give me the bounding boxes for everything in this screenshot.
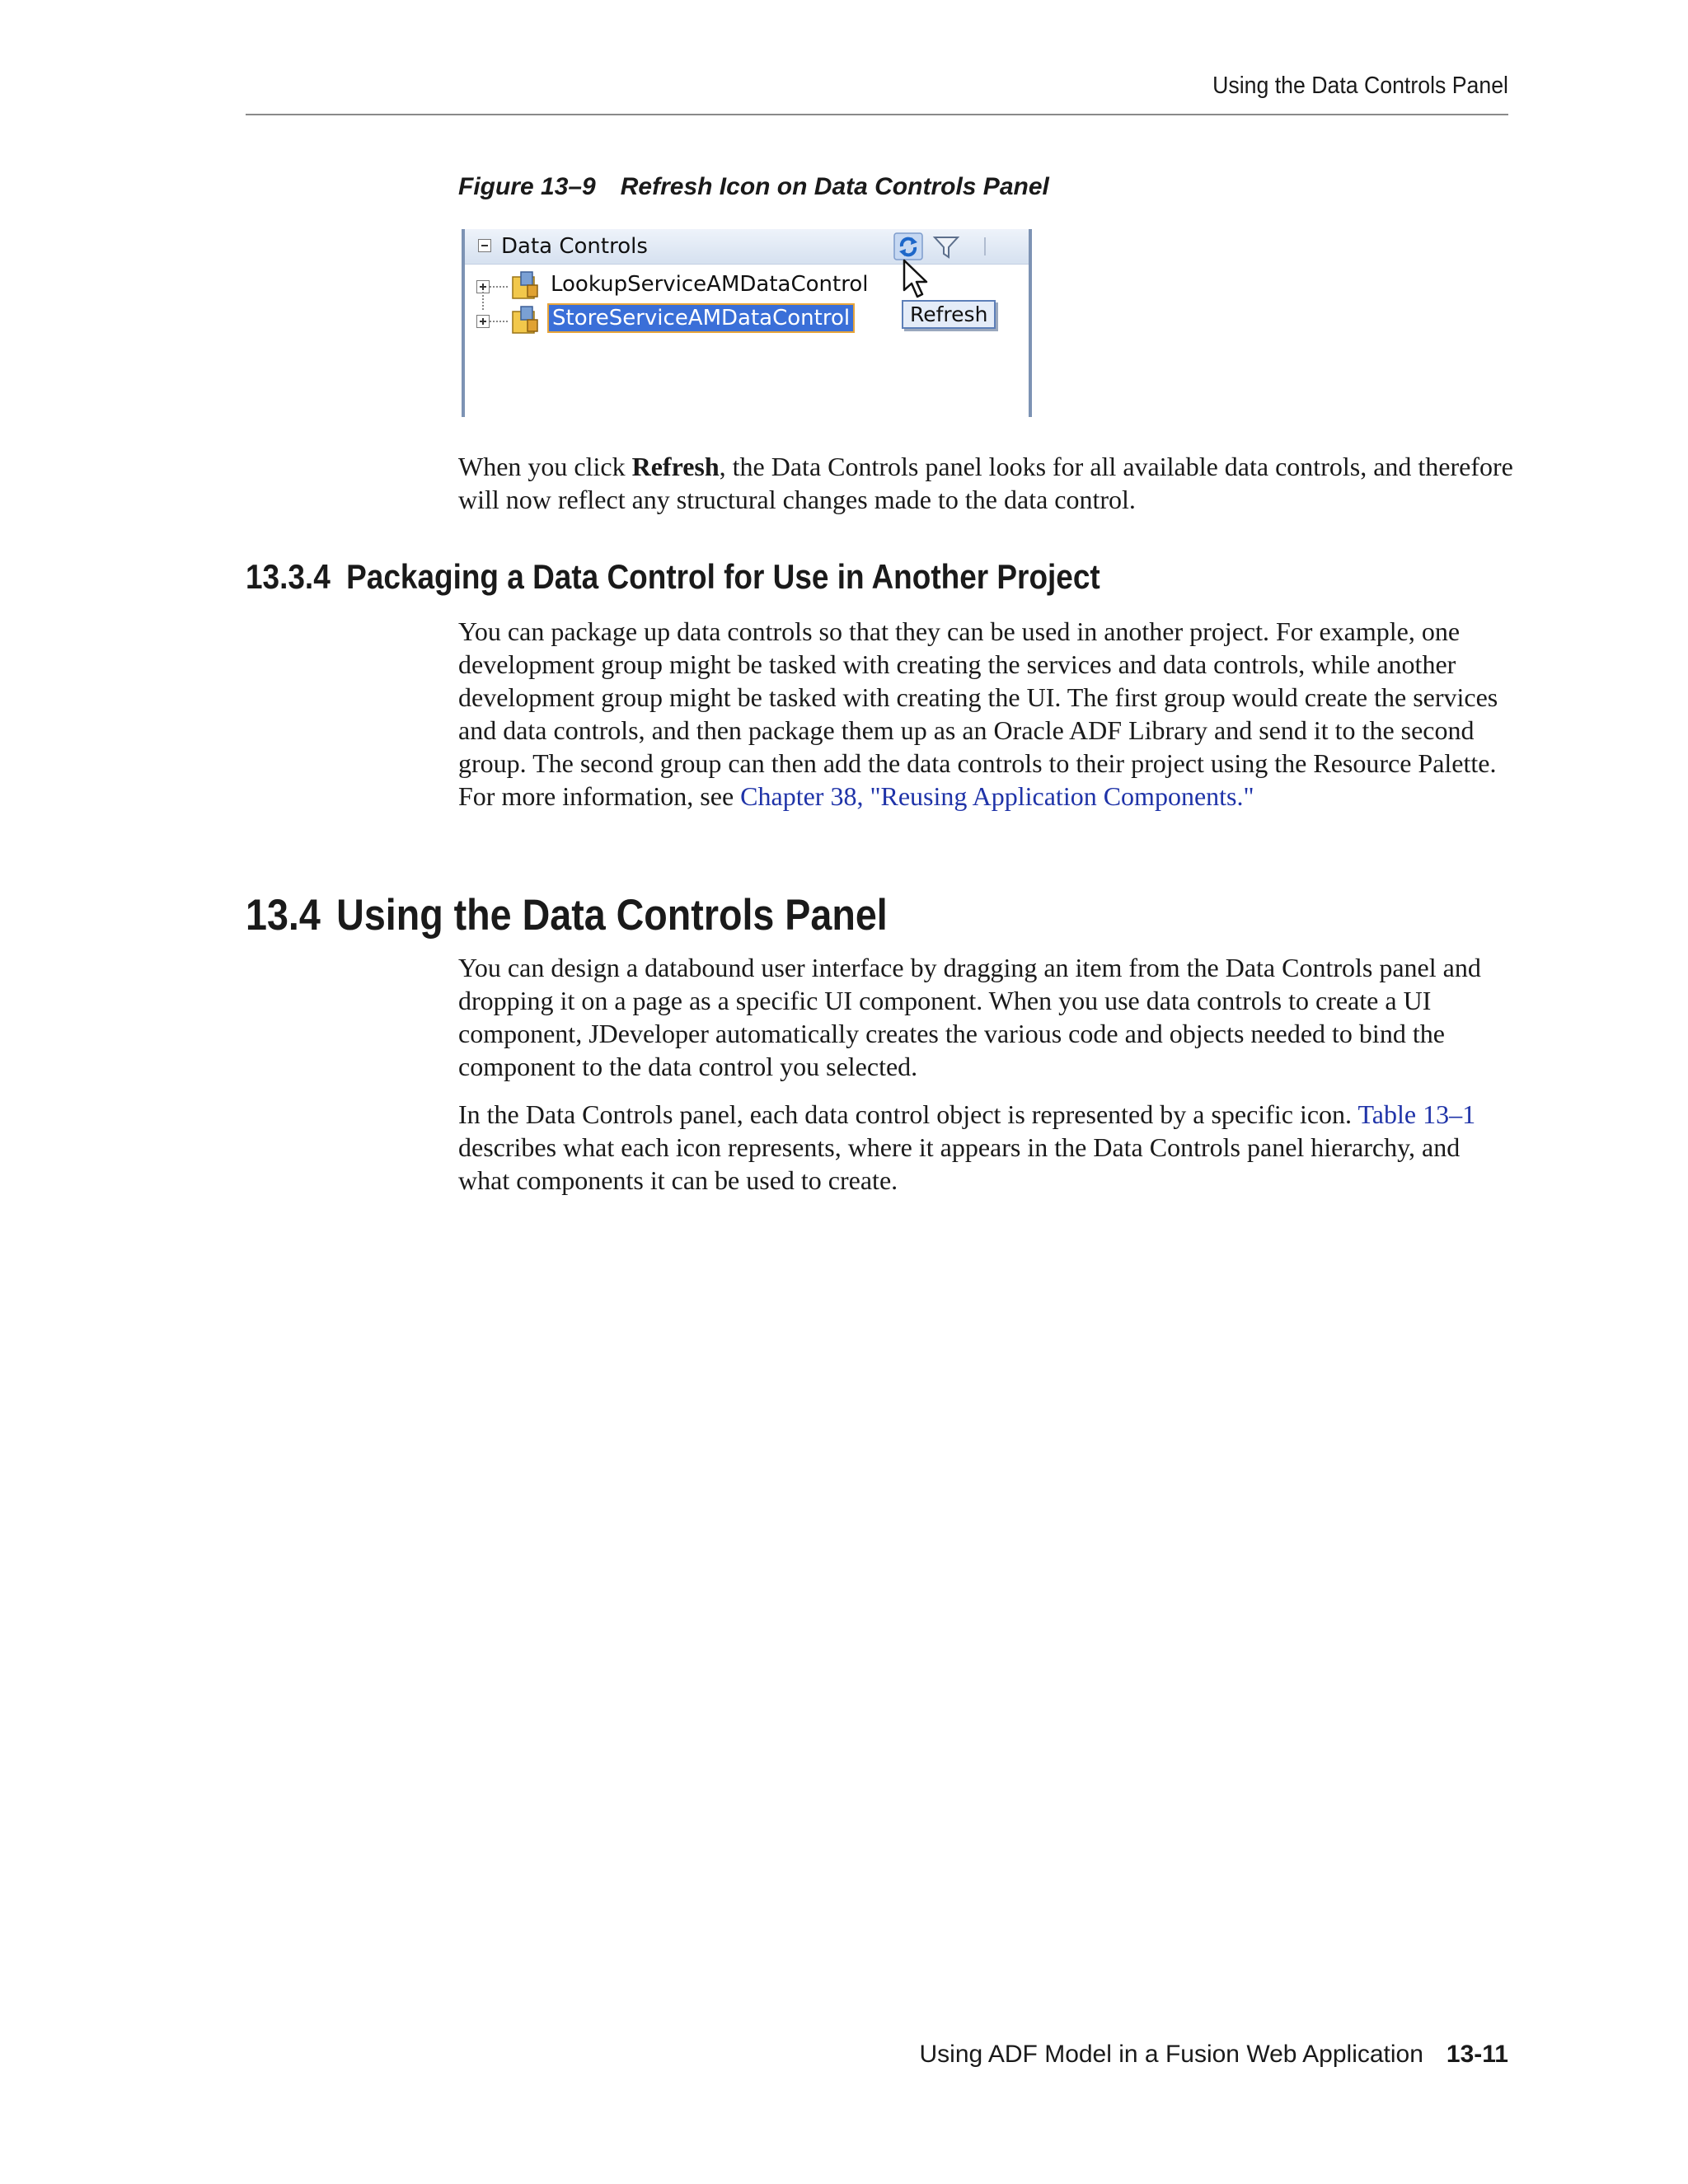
mouse-cursor-icon <box>902 259 930 300</box>
section-title: Packaging a Data Control for Use in Another Project <box>346 557 1100 596</box>
data-control-icon <box>509 270 541 300</box>
icon-text-after: describes what each icon represents, where it appears in the Data Controls panel hierarchy, and what components it can be used to create. <box>458 1132 1461 1195</box>
refresh-icon[interactable] <box>893 232 923 260</box>
figure-title: Refresh Icon on Data Controls Panel <box>620 173 1049 200</box>
section-heading-13-4 <box>246 890 888 940</box>
chapter-38-link[interactable]: Chapter 38, "Reusing Application Components." <box>740 781 1254 811</box>
p1-text-after: , the Data Controls panel looks for all available data controls, and therefore will now reflect any structural changes made to the data control. <box>458 452 1513 514</box>
p1-bold-refresh: Refresh <box>631 452 720 481</box>
tree-connector <box>490 321 508 322</box>
icon-text-before: In the Data Controls panel, each data control object is represented by a specific icon. <box>458 1099 1358 1129</box>
figure-number: Figure 13–9 <box>458 173 596 200</box>
tree-item-label[interactable]: LookupServiceAMDataControl <box>551 272 869 297</box>
refresh-tooltip: Refresh <box>902 300 996 329</box>
figure-caption <box>458 173 1049 201</box>
refresh-paragraph <box>458 450 1513 516</box>
section-heading-13-3-4 <box>246 557 1100 597</box>
packaging-text: You can package up data controls so that they can be used in another project. For example, one development group might be tasked with creating the services and data controls, while another development group might be tasked with creating the UI. The first group would create the services and data controls, and then package them up as an Oracle ADF Library and send it to the second group. The second group can then add the data controls to their project using the Resource Palette. For more information, see <box>458 616 1498 811</box>
footer-book-title: Using ADF Model in a Fusion Web Application <box>919 2041 1423 2068</box>
data-control-icon <box>509 305 541 335</box>
expand-icon[interactable] <box>476 315 490 328</box>
toolbar-separator <box>984 237 986 255</box>
data-controls-panel-screenshot <box>462 229 1032 417</box>
tree-item[interactable] <box>465 269 1029 302</box>
p1-text-before: When you click <box>458 452 632 481</box>
panel-title: Data Controls <box>501 234 648 259</box>
collapse-icon[interactable] <box>478 239 491 252</box>
packaging-paragraph <box>458 615 1513 813</box>
page-number: 13-11 <box>1446 2041 1508 2068</box>
section-number: 13.3.4 <box>246 557 331 596</box>
section-title: Using the Data Controls Panel <box>336 891 888 940</box>
icon-table-paragraph <box>458 1098 1513 1197</box>
tree-connector <box>490 286 508 288</box>
header-rule <box>246 114 1508 115</box>
databound-text: You can design a databound user interface by dragging an item from the Data Controls panel and dropping it on a page as a specific UI component. When you use data controls to create a UI component, JDeveloper automatically creates the various code and objects needed to bind the component to the data control you selected. <box>458 953 1481 1081</box>
page-footer <box>246 2041 1508 2069</box>
section-number: 13.4 <box>246 891 321 940</box>
table-13-1-link[interactable]: Table 13–1 <box>1357 1099 1476 1129</box>
databound-paragraph <box>458 951 1513 1083</box>
panel-header <box>465 229 1029 265</box>
running-header: Using the Data Controls Panel <box>1212 73 1508 99</box>
tree-item-label[interactable]: StoreServiceAMDataControl <box>549 305 853 331</box>
filter-icon[interactable] <box>931 234 961 260</box>
